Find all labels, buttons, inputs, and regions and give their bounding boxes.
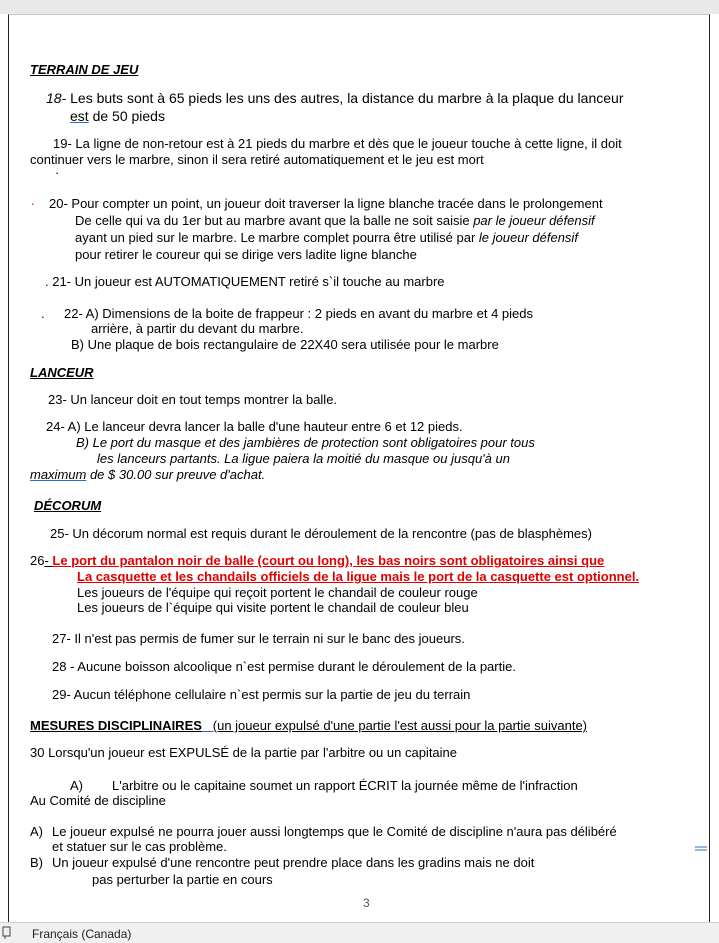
rule-20-line3 <box>75 230 578 245</box>
rule-20-line1: 20- Pour compter un point, un joueur doit traverser la ligne blanche tracée dans le prolongement <box>49 196 603 211</box>
rule-25: 25- Un décorum normal est requis durant le déroulement de la rencontre (pas de blasphèmes) <box>50 526 592 541</box>
window-top-strip <box>0 0 719 14</box>
rule-24-maximum: maximum <box>30 467 87 482</box>
rule-19-line1: 19- La ligne de non-retour est à 21 pieds du marbre et dès que le joueur touche à cette ligne, il doit <box>53 136 622 151</box>
rule-23: 23- Un lanceur doit en tout temps montrer la balle. <box>48 392 338 407</box>
rule-22-line3: B) Une plaque de bois rectangulaire de 22X40 sera utilisée pour le marbre <box>71 337 499 352</box>
stray-red-dot: . <box>31 193 35 208</box>
section-heading-terrain: TERRAIN DE JEU <box>30 62 139 77</box>
rule-18-rest: de 50 pieds <box>88 108 165 124</box>
rule-26-line4: Les joueurs de l`équipe qui visite portent le chandail de couleur bleu <box>77 600 469 615</box>
status-bar <box>0 922 719 943</box>
rule-30-a-text: L'arbitre ou le capitaine soumet un rapport ÉCRIT la journée même de l'infraction <box>112 778 578 793</box>
section-heading-lanceur: LANCEUR <box>30 365 94 380</box>
rule-20-line2-text: De celle qui va du 1er but au marbre avant que la balle ne soit saisie <box>75 213 474 228</box>
rule-18-line2 <box>70 108 165 124</box>
rule-27: 27- Il n'est pas permis de fumer sur le terrain ni sur le banc des joueurs. <box>52 631 465 646</box>
rule-30-b2-line2: pas perturber la partie en cours <box>92 872 273 887</box>
rule-26-line1 <box>30 553 604 568</box>
section-heading-mesures: MESURES DISCIPLINAIRES <box>30 718 202 733</box>
rule-26-emphasis-2: La casquette et les chandails officiels de la ligue mais le port de la casquette est optionnel. <box>77 569 640 584</box>
rule-20-line2 <box>75 213 595 228</box>
rule-30-b2-label: B) <box>30 855 43 870</box>
page-number: 3 <box>363 896 370 910</box>
rule-26-dash: - <box>44 553 53 568</box>
rule-30-line1: 30 Lorsqu'un joueur est EXPULSÉ de la partie par l'arbitre ou un capitaine <box>30 745 458 760</box>
rule-18-number: 18 <box>46 90 62 106</box>
rule-29: 29- Aucun téléphone cellulaire n`est permis sur la partie de jeu du terrain <box>52 687 471 702</box>
rule-30-b1-line2: et statuer sur le cas problème. <box>52 839 227 854</box>
rule-26-number: 26 <box>30 553 45 568</box>
rule-24-line2: B) Le port du masque et des jambières de protection sont obligatoires pour tous <box>76 435 535 450</box>
rule-28: 28 - Aucune boisson alcoolique n`est permise durant le déroulement de la partie. <box>52 659 516 674</box>
stray-dot-2: . <box>41 306 45 321</box>
rule-19-line2: continuer vers le marbre, sinon il sera retiré automatiquement et le jeu est mort <box>30 152 484 167</box>
rule-22-line1: 22- A) Dimensions de la boite de frappeur : 2 pieds en avant du marbre et 4 pieds <box>64 306 534 321</box>
rule-30-b1-label: A) <box>30 824 43 839</box>
mesures-note: (un joueur expulsé d'une partie l'est aussi pour la partie suivante) <box>212 718 588 733</box>
section-heading-decorum: DÉCORUM <box>34 498 102 513</box>
rule-30-a-line2: Au Comité de discipline <box>30 793 166 808</box>
rule-21: . 21- Un joueur est AUTOMATIQUEMENT retiré s`il touche au marbre <box>45 274 445 289</box>
rule-24-line4-rest: de $ 30.00 sur preuve d'achat. <box>86 467 266 482</box>
rule-24-line4 <box>30 467 265 482</box>
rule-20-line3-text: ayant un pied sur le marbre. Le marbre complet pourra être utilisé par <box>75 230 479 245</box>
document-page[interactable] <box>8 14 710 923</box>
rule-18-text: - Les buts sont à 65 pieds les uns des autres, la distance du marbre à la plaque du lanceur <box>61 90 624 106</box>
rule-26-emphasis-1: Le port du pantalon noir de balle (court ou long), les bas noirs sont obligatoires ainsi que <box>52 553 605 568</box>
rule-24-line1: 24- A) Le lanceur devra lancer la balle d'une hauteur entre 6 et 12 pieds. <box>46 419 463 434</box>
rule-18-line1 <box>46 90 623 106</box>
rule-30-b1-line1: Le joueur expulsé ne pourra jouer aussi longtemps que le Comité de discipline n'aura pas délibéré <box>52 824 617 839</box>
rule-20-line4: pour retirer le coureur qui se dirige vers ladite ligne blanche <box>75 247 417 262</box>
rule-22-line2: arrière, à partir du devant du marbre. <box>91 321 304 336</box>
rule-26-line2 <box>58 569 639 584</box>
rule-20-line3-italic: le joueur défensif <box>478 230 578 245</box>
rule-20-line2-italic: par le joueur défensif <box>473 213 595 228</box>
language-indicator[interactable]: Français (Canada) <box>32 927 132 941</box>
rule-30-a-label: A) <box>70 778 83 793</box>
stray-dot: · <box>55 165 60 180</box>
proofing-mark-icon <box>695 845 707 853</box>
rule-18-est: est <box>70 108 89 124</box>
rule-26-line3: Les joueurs de l'équipe qui reçoit portent le chandail de couleur rouge <box>77 585 478 600</box>
mesures-heading-line <box>30 718 587 733</box>
rule-24-line3: les lanceurs partants. La ligue paiera la moitié du masque ou jusqu'à un <box>97 451 510 466</box>
rule-30-b2-line1: Un joueur expulsé d'une rencontre peut prendre place dans les gradins mais ne doit <box>52 855 535 870</box>
proofing-status-icon[interactable] <box>2 926 12 939</box>
